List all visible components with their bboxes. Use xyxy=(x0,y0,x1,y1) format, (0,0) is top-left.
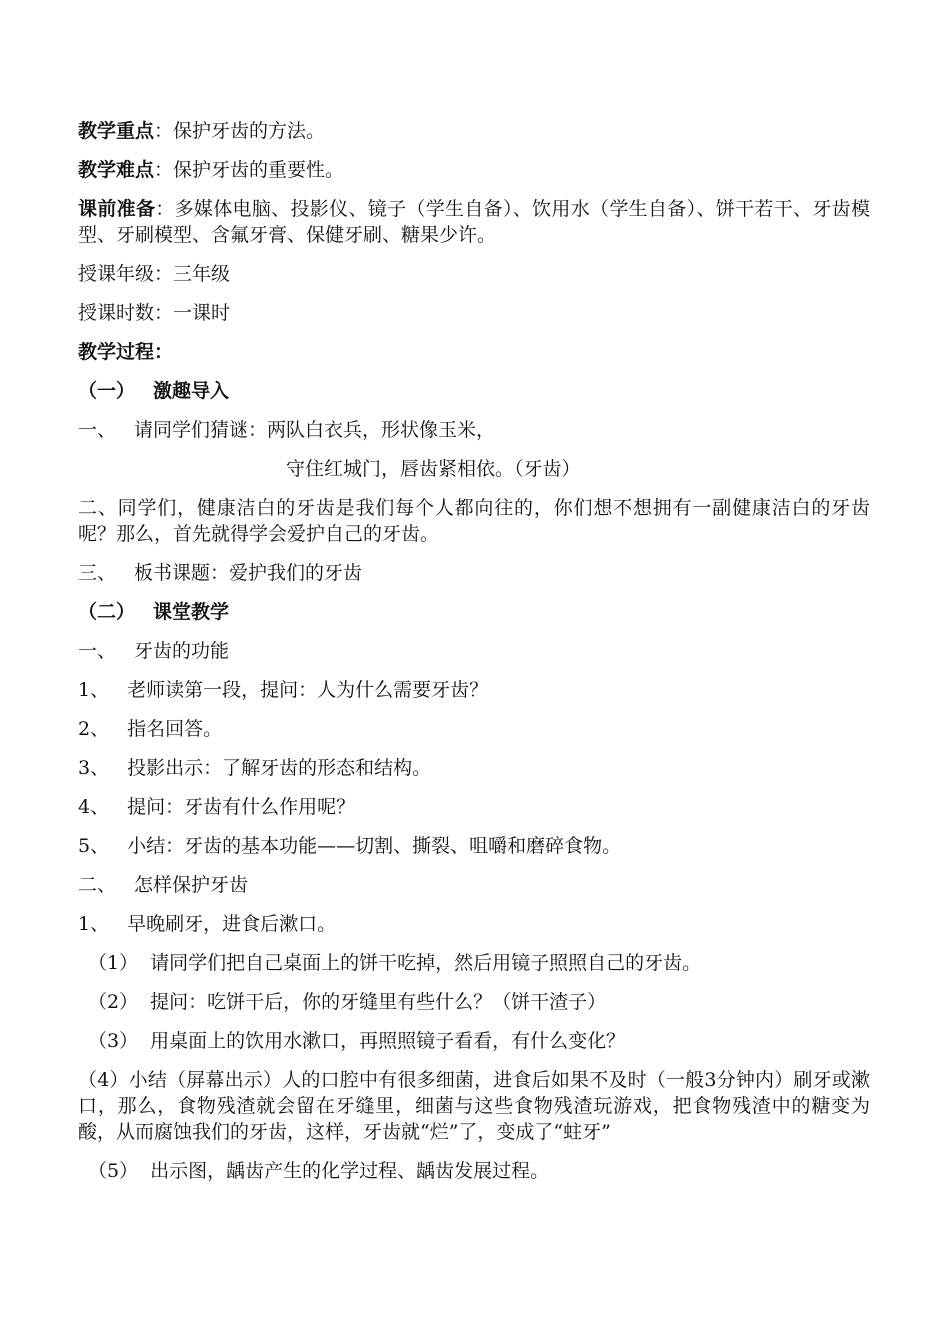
class-preparation: 课前准备：多媒体电脑、投影仪、镜子（学生自备）、饮用水（学生自备）、饼干若干、牙齿模型、牙刷模型、含氟牙膏、保健牙刷、糖果少许。 xyxy=(78,198,870,246)
board-title-line: 三、 板书课题：爱护我们的牙齿 xyxy=(78,562,363,584)
hours-label: 授课时数： xyxy=(78,302,174,324)
part-2-heading: 二、 怎样保护牙齿 xyxy=(78,874,249,896)
sub-list-item: （1） 请同学们把自己桌面上的饼干吃掉，然后用镜子照照自己的牙齿。 xyxy=(88,952,702,974)
sub-list-item: （3） 用桌面上的饮用水漱口，再照照镜子看看，有什么变化？ xyxy=(88,1030,626,1052)
list-item: 3、 投影出示：了解牙齿的形态和结构。 xyxy=(78,757,432,779)
list-item: 1、 早晚刷牙，进食后漱口。 xyxy=(78,913,337,935)
riddle-line: 一、 请同学们猜谜：两队白衣兵，形状像玉米， xyxy=(78,419,496,441)
teaching-difficulty-label: 教学难点 xyxy=(78,159,155,181)
sub-list-item: （2） 提问：吃饼干后，你的牙缝里有些什么？（饼干渣子） xyxy=(88,991,607,1013)
lesson-plan-page xyxy=(78,118,870,1197)
part-1-heading: 一、 牙齿的功能 xyxy=(78,640,230,662)
section-2-heading: （二） 课堂教学 xyxy=(78,601,230,623)
riddle-continuation: 守住红城门，唇齿紧相依。（牙齿） xyxy=(286,458,581,480)
grade-label: 授课年级： xyxy=(78,263,174,285)
grade-text: 三年级 xyxy=(173,263,231,285)
list-item: 1、 老师读第一段，提问：人为什么需要牙齿？ xyxy=(78,679,489,701)
lesson-title: 爱护我们的牙齿 xyxy=(229,562,363,584)
hours-text: 一课时 xyxy=(173,302,231,324)
teaching-focus: 教学重点：保护牙齿的方法。 xyxy=(78,120,326,142)
intro-paragraph: 二、同学们，健康洁白的牙齿是我们每个人都向往的，你们想不想拥有一副健康洁白的牙齿呢？那么，首先就得学会爱护自己的牙齿。 xyxy=(78,497,870,545)
list-item: 4、 提问：牙齿有什么作用呢？ xyxy=(78,796,356,818)
teaching-focus-label: 教学重点 xyxy=(78,120,155,142)
summary-paragraph: （4）小结（屏幕出示）人的口腔中有很多细菌，进食后如果不及时（一般3分钟内）刷牙或漱口，那么，食物残渣就会留在牙缝里，细菌与这些食物残渣玩游戏，把食物残渣中的糖变为酸，从而腐蚀我们的牙齿，这样，牙齿就“烂”了，变成了“蛀牙” xyxy=(78,1069,870,1143)
list-item: 2、 指名回答。 xyxy=(78,718,223,740)
list-item: 5、 小结：牙齿的基本功能——切割、撕裂、咀嚼和磨碎食物。 xyxy=(78,835,622,857)
hours-line xyxy=(78,300,870,326)
teaching-difficulty-text: 保护牙齿的重要性。 xyxy=(173,159,345,181)
class-preparation-label: 课前准备 xyxy=(78,198,156,220)
sub-list-item: （5） 出示图，龋齿产生的化学过程、龋齿发展过程。 xyxy=(88,1160,550,1182)
section-1-heading: （一） 激趣导入 xyxy=(78,380,230,402)
class-preparation-text: 多媒体电脑、投影仪、镜子（学生自备）、饮用水（学生自备）、饼干若干、牙齿模型、牙刷模型、含氟牙膏、保健牙刷、糖果少许。 xyxy=(78,198,870,246)
grade-line xyxy=(78,261,870,287)
process-heading: 教学过程： xyxy=(78,341,174,363)
teaching-focus-text: 保护牙齿的方法。 xyxy=(173,120,326,142)
teaching-difficulty: 教学难点：保护牙齿的重要性。 xyxy=(78,159,345,181)
